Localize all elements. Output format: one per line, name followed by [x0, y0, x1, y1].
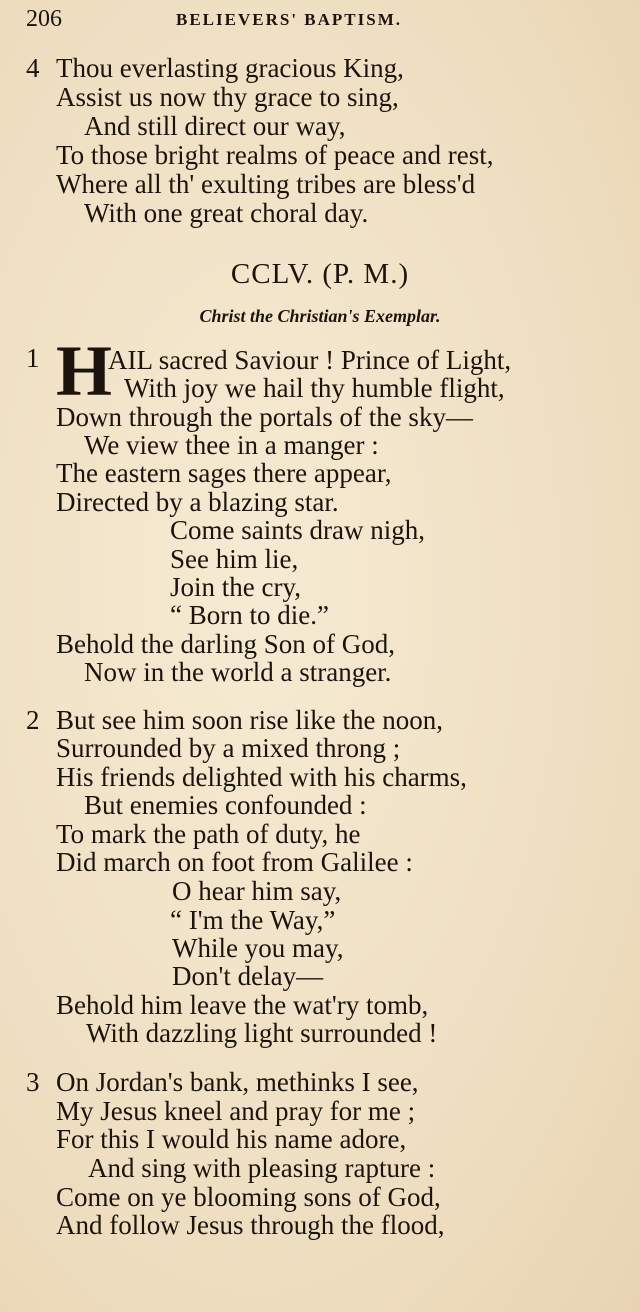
verse-line: With one great choral day.	[84, 198, 369, 228]
verse-line: Come saints draw nigh,	[170, 515, 425, 545]
verse-line: The eastern sages there appear,	[56, 458, 392, 488]
verse-line: His friends delighted with his charms,	[56, 762, 467, 792]
verse-line: To mark the path of duty, he	[56, 819, 361, 849]
verse-line: Thou everlasting gracious King,	[56, 53, 404, 83]
verse-line: But see him soon rise like the noon,	[56, 705, 443, 735]
verse-line: Down through the portals of the sky—	[56, 402, 473, 432]
verse-line: And still direct our way,	[84, 111, 346, 141]
verse-line: “ I'm the Way,”	[170, 905, 336, 935]
stanza-number: 1	[26, 343, 40, 373]
verse-line: Behold him leave the wat'ry tomb,	[56, 990, 429, 1020]
verse-line: See him lie,	[170, 544, 299, 574]
verse-line: My Jesus kneel and pray for me ;	[56, 1096, 416, 1126]
verse-line: AIL sacred Saviour ! Prince of Light,	[108, 345, 512, 375]
page-number: 206	[26, 6, 62, 32]
verse-line: With dazzling light surrounded !	[86, 1018, 438, 1048]
verse-line: We view thee in a manger :	[84, 430, 379, 460]
verse-line: Where all th' exulting tribes are bless'd	[56, 169, 476, 199]
verse-line: Behold the darling Son of God,	[56, 629, 395, 659]
verse-line: But enemies confounded :	[84, 790, 367, 820]
verse-line: With joy we hail thy humble flight,	[124, 373, 505, 403]
verse-line: Directed by a blazing star.	[56, 487, 339, 517]
verse-line: Don't delay—	[172, 961, 324, 991]
drop-cap: H	[56, 331, 113, 411]
verse-line: Surrounded by a mixed throng ;	[56, 733, 401, 763]
verse-line: Now in the world a stranger.	[84, 657, 392, 687]
verse-line: And follow Jesus through the flood,	[56, 1210, 445, 1240]
verse-line: To those bright realms of peace and rest,	[56, 140, 494, 170]
verse-line: “ Born to die.”	[170, 600, 329, 630]
stanza-number: 4	[26, 53, 40, 83]
running-title: BELIEVERS' BAPTISM.	[176, 10, 402, 29]
verse-line: Join the cry,	[170, 572, 301, 602]
hymn-title: CCLV. (P. M.)	[230, 258, 410, 290]
verse-line: Come on ye blooming sons of God,	[56, 1182, 441, 1212]
verse-line: For this I would his name adore,	[56, 1124, 407, 1154]
stanza-number: 2	[26, 705, 40, 735]
verse-line: O hear him say,	[172, 876, 342, 906]
page-header	[26, 6, 640, 36]
verse-line: On Jordan's bank, methinks I see,	[56, 1067, 419, 1097]
verse-line: And sing with pleasing rapture :	[88, 1153, 436, 1183]
stanza-number: 3	[26, 1067, 40, 1097]
verse-line: Did march on foot from Galilee :	[56, 847, 413, 877]
verse-line: Assist us now thy grace to sing,	[56, 82, 399, 112]
hymn-subtitle: Christ the Christian's Exemplar.	[199, 306, 441, 326]
verse-line: While you may,	[172, 933, 344, 963]
